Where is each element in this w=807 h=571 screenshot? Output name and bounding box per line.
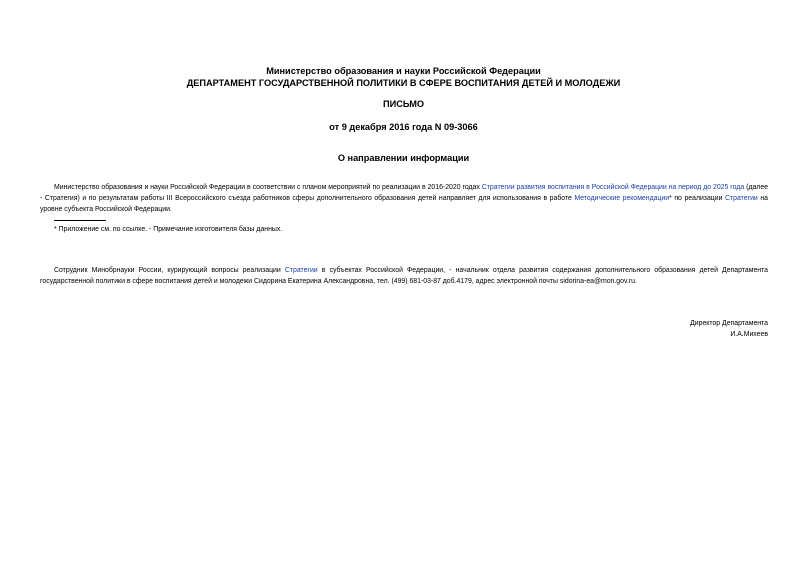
signature-title: Директор Департамента (690, 320, 768, 327)
ministry-name: Министерство образования и науки Российской Федерации (266, 66, 541, 76)
body-paragraph-1 (40, 182, 768, 215)
paragraph-2-text-1: Сотрудник Минобрнауки России, курирующий вопросы реализации (54, 267, 285, 274)
strategy-document-link[interactable]: Стратегии развития воспитания в Российской Федерации на период до 2025 года (481, 184, 745, 191)
methodical-recommendations-link[interactable]: Методические рекомендации (574, 195, 670, 202)
paragraph-1-text-2: (далее - Стратегия) и по результатам работы III Всероссийского съезда работников сферы дополнительного образования детей направляет для использования в работе (40, 184, 768, 202)
document-subject: О направлении информации (337, 153, 470, 163)
signature-name: И.А.Михеев (730, 331, 768, 338)
document-date-number: от 9 декабря 2016 года N 09-3066 (329, 122, 478, 132)
document-type: ПИСЬМО (382, 99, 425, 109)
paragraph-1-text-1: Министерство образования и науки Российской Федерации в соответствии с планом мероприятий по реализации в 2016-2020 годах (54, 184, 482, 191)
paragraph-1-text-3: * по реализации (669, 195, 726, 202)
strategy-link[interactable]: Стратегии (725, 195, 758, 202)
department-name: ДЕПАРТАМЕНТ ГОСУДАРСТВЕННОЙ ПОЛИТИКИ В СФЕРЕ ВОСПИТАНИЯ ДЕТЕЙ И МОЛОДЕЖИ (186, 78, 621, 88)
paragraph-2-text-2: в субъектах Российской Федерации, - начальник отдела развития содержания дополнительного образования детей Департамента государственной политики в сфере воспитания детей и молодежи Сидорина Екатерина Александровна, тел. (499) 681-03-87 доб.4179, адрес электронной почты sidorina-ea@mon.gov.ru. (40, 267, 768, 285)
body-paragraph-2 (40, 265, 768, 287)
paragraph-1-text-4: на уровне субъекта Российской Федерации. (40, 195, 768, 213)
strategy-link-2[interactable]: Стратегии (284, 267, 318, 274)
footnote-divider (54, 220, 106, 221)
footnote-text: * Приложение см. по ссылке. - Примечание изготовителя базы данных. (54, 226, 283, 233)
